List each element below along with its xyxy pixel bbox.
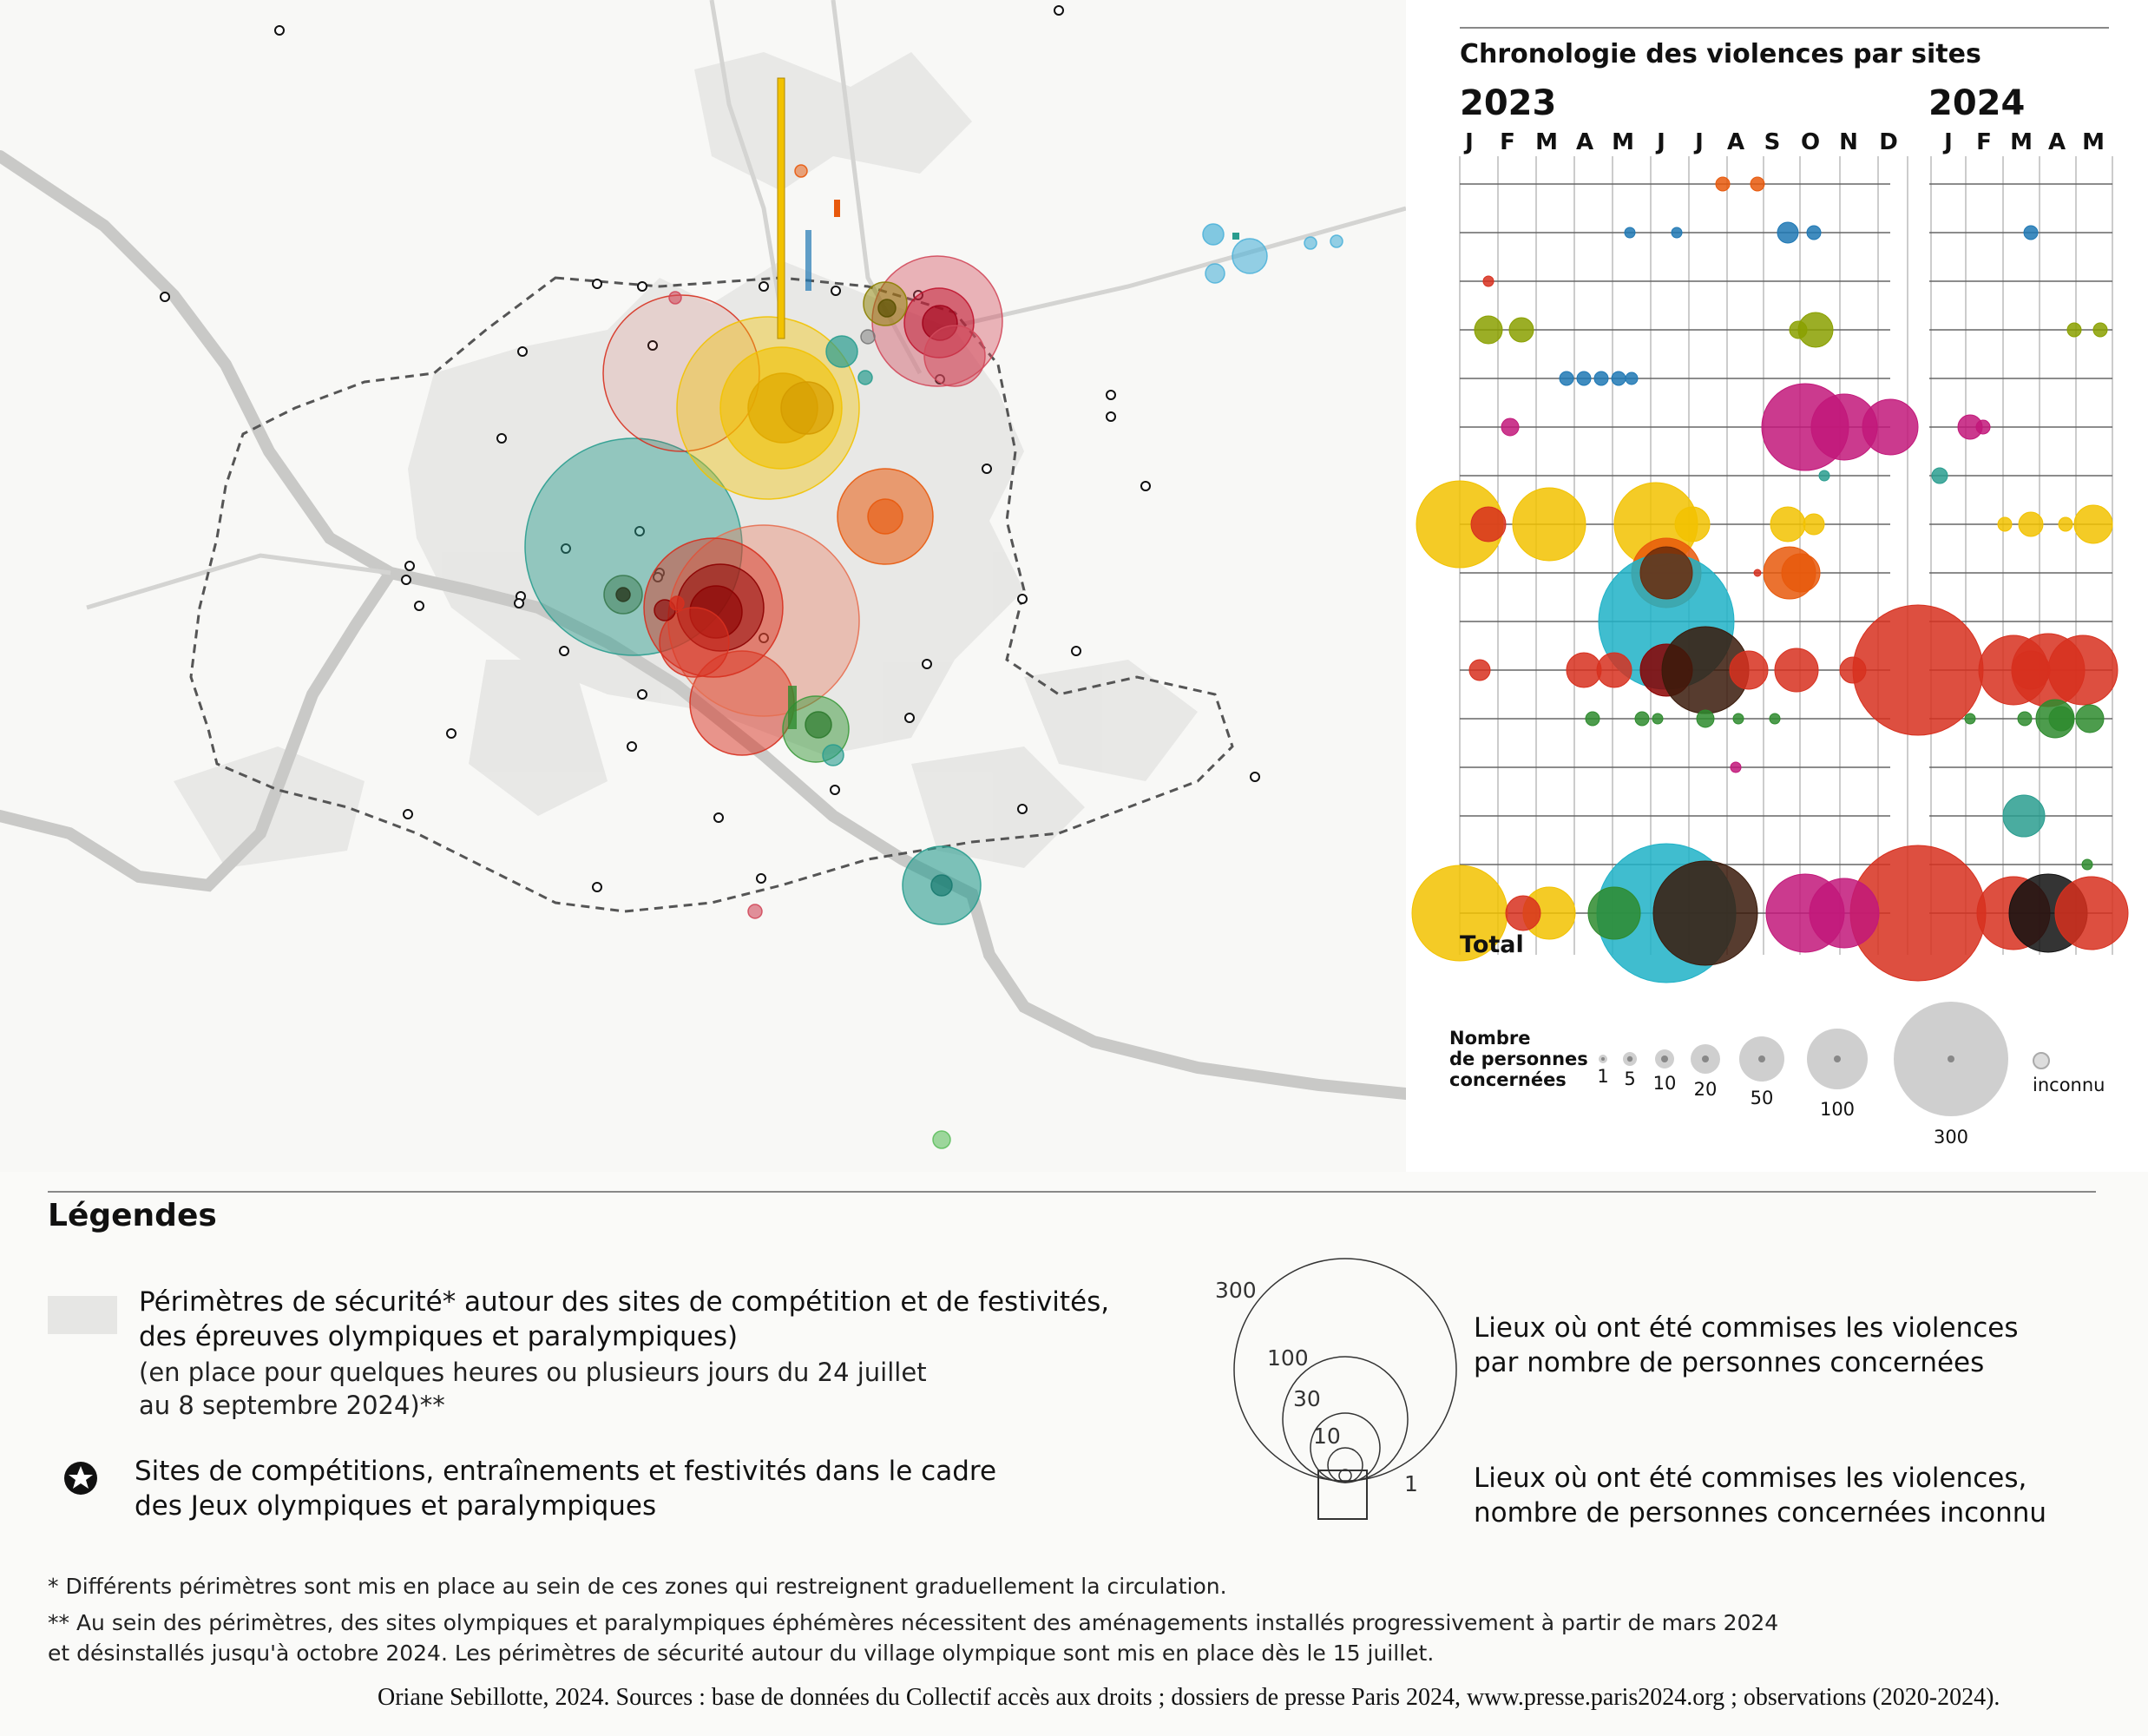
month-2023-2: M bbox=[1535, 129, 1558, 155]
timeline-bubble-47 bbox=[1730, 651, 1768, 689]
timeline-bubble-64 bbox=[2018, 712, 2032, 726]
event-circle-33 bbox=[1304, 237, 1317, 249]
timeline-bubble-29 bbox=[1471, 507, 1506, 542]
month-2024-3: A bbox=[2047, 129, 2066, 155]
site-marker-4 bbox=[638, 282, 647, 291]
footnote-2-line1: ** Au sein des périmètres, des sites olympiques et paralympiques éphémères nécessitent des aménagements installés progressivement à partir de mars 2024 bbox=[48, 1610, 1779, 1635]
site-marker-40 bbox=[560, 647, 568, 655]
site-marker-8 bbox=[518, 347, 527, 356]
size-legend-title-3: concernées bbox=[1449, 1069, 1567, 1090]
places-count-label-1: Lieux où ont été commises les violences bbox=[1474, 1312, 2019, 1344]
size-circle-dot-5 bbox=[1834, 1055, 1841, 1062]
event-circle-39 bbox=[795, 165, 807, 177]
event-circle-34 bbox=[1330, 235, 1343, 247]
site-marker-33 bbox=[593, 883, 601, 891]
timeline-bubble-50 bbox=[1840, 657, 1866, 683]
timeline-bubble-60 bbox=[1652, 713, 1663, 724]
site-marker-17 bbox=[415, 602, 424, 610]
timeline-bubble-59 bbox=[1635, 712, 1649, 726]
size-circle-dot-4 bbox=[1758, 1055, 1765, 1062]
timeline-bubble-15 bbox=[1560, 372, 1573, 385]
perimeter-swatch bbox=[48, 1296, 117, 1334]
timeline-bubble-83 bbox=[1506, 896, 1540, 930]
timeline-bubble-14 bbox=[2093, 323, 2107, 337]
perimeter-label-1: Périmètres de sécurité* autour des sites de compétition et de festivités, bbox=[139, 1286, 1110, 1318]
month-2023-5: J bbox=[1657, 129, 1665, 155]
month-2023-7: A bbox=[1726, 129, 1745, 155]
timeline-title: Chronologie des violences par sites bbox=[1460, 39, 1981, 69]
timeline-bubble-56 bbox=[1567, 653, 1601, 687]
timeline-bubble-57 bbox=[1597, 653, 1632, 687]
timeline-bubble-25 bbox=[1976, 420, 1990, 434]
size-circle-dot-2 bbox=[1661, 1055, 1668, 1062]
credit-line: Oriane Sebillotte, 2024. Sources : base de données du Collectif accès aux droits ; dossiers de presse Paris 2024, www.presse.paris2024.org ; observations (2020-2024). bbox=[378, 1684, 2000, 1711]
size-label-0: 1 bbox=[1597, 1066, 1609, 1087]
timeline-bubble-6 bbox=[1807, 226, 1821, 240]
event-circle-11 bbox=[781, 382, 833, 434]
star-site-icon bbox=[62, 1460, 99, 1496]
footnote-1: * Différents périmètres sont mis en place au sein de ces zones qui restreignent graduellement la circulation. bbox=[48, 1574, 1227, 1599]
total-label: Total bbox=[1460, 931, 1524, 958]
sites-label-1: Sites de compétitions, entraînements et festivités dans le cadre bbox=[135, 1456, 997, 1487]
timeline-bubble-16 bbox=[1577, 372, 1591, 385]
timeline-bubble-49 bbox=[1853, 605, 1983, 735]
timeline-bubble-54 bbox=[2012, 651, 2050, 689]
event-circle-29 bbox=[826, 336, 857, 367]
site-marker-32 bbox=[404, 810, 412, 819]
site-marker-39 bbox=[638, 690, 647, 699]
timeline-bubble-35 bbox=[1998, 517, 2012, 531]
site-marker-31 bbox=[831, 786, 839, 794]
timeline-bubble-66 bbox=[2049, 707, 2073, 731]
site-marker-38 bbox=[1141, 482, 1150, 490]
timeline-bubble-12 bbox=[1790, 321, 1807, 339]
event-circle-25 bbox=[805, 712, 831, 738]
timeline-bubble-36 bbox=[2019, 512, 2043, 536]
timeline-bubble-71 bbox=[2082, 859, 2092, 870]
timeline-bubble-42 bbox=[1754, 569, 1761, 576]
places-count-label-2: par nombre de personnes concernées bbox=[1474, 1347, 1985, 1378]
month-2024-0: J bbox=[1944, 129, 1953, 155]
site-marker-37 bbox=[1107, 412, 1115, 421]
site-marker-6 bbox=[831, 286, 840, 295]
month-2023-9: O bbox=[1800, 129, 1821, 155]
site-marker-13 bbox=[982, 464, 991, 473]
site-marker-0 bbox=[275, 26, 284, 35]
timeline-bubble-63 bbox=[1770, 713, 1780, 724]
event-circle-40 bbox=[861, 330, 875, 344]
year-2024-label: 2024 bbox=[1928, 83, 2026, 123]
site-marker-15 bbox=[405, 562, 414, 570]
timeline-bubble-5 bbox=[1777, 222, 1798, 243]
timeline-bubble-13 bbox=[2067, 323, 2081, 337]
circle-1-label: 1 bbox=[1404, 1471, 1418, 1496]
timeline-bubble-33 bbox=[1770, 507, 1805, 542]
timeline-bubble-10 bbox=[1509, 318, 1534, 342]
year-2023-label: 2023 bbox=[1460, 83, 1557, 123]
month-2024-1: F bbox=[1976, 129, 1992, 155]
event-circle-15 bbox=[924, 326, 985, 386]
timeline-bubble-53 bbox=[2048, 635, 2118, 705]
timeline-bubble-4 bbox=[1672, 227, 1682, 238]
places-unknown-label-1: Lieux où ont été commises les violences, bbox=[1474, 1463, 2027, 1494]
timeline-bubble-17 bbox=[1594, 372, 1608, 385]
event-circle-32 bbox=[1205, 264, 1225, 283]
site-marker-29 bbox=[627, 742, 636, 751]
site-marker-34 bbox=[714, 813, 723, 822]
timeline-bubble-19 bbox=[1626, 372, 1638, 385]
event-circle-28 bbox=[931, 875, 952, 896]
site-marker-14 bbox=[1018, 595, 1027, 603]
size-circle-dot-6 bbox=[1948, 1055, 1954, 1062]
event-circle-37 bbox=[748, 904, 762, 918]
legend-heading: Légendes bbox=[48, 1198, 217, 1233]
event-circle-35 bbox=[858, 371, 872, 385]
size-label-3: 20 bbox=[1693, 1079, 1718, 1100]
size-label-1: 5 bbox=[1624, 1069, 1636, 1089]
timeline-bubble-9 bbox=[1475, 316, 1502, 344]
paris-map bbox=[0, 0, 1406, 1172]
site-marker-12 bbox=[497, 434, 506, 443]
unknown-square-icon bbox=[1317, 1470, 1368, 1520]
timeline-bubble-34 bbox=[1803, 514, 1824, 535]
timeline-bubble-62 bbox=[1733, 713, 1744, 724]
month-2024-4: M bbox=[2082, 129, 2105, 155]
timeline-bubble-20 bbox=[1501, 418, 1519, 436]
timeline-bubble-61 bbox=[1697, 710, 1714, 727]
site-marker-1 bbox=[1054, 6, 1063, 15]
legend-divider bbox=[48, 1191, 2096, 1193]
event-circle-21 bbox=[616, 588, 630, 602]
places-unknown-label-2: nombre de personnes concernées inconnu bbox=[1474, 1497, 2047, 1529]
site-marker-2 bbox=[161, 293, 169, 301]
event-circle-31 bbox=[1203, 224, 1224, 245]
event-circle-36 bbox=[669, 292, 681, 304]
month-2023-10: N bbox=[1839, 129, 1858, 155]
site-marker-3 bbox=[593, 279, 601, 288]
timeline-bubble-0 bbox=[1716, 177, 1730, 191]
size-label-5: 100 bbox=[1819, 1099, 1856, 1120]
legend-section bbox=[0, 1172, 2148, 1736]
circle-300-label: 300 bbox=[1215, 1278, 1257, 1303]
perimeter-label-3: (en place pour quelques heures ou plusieurs jours du 24 juillet bbox=[139, 1358, 927, 1387]
event-circle-38 bbox=[933, 1131, 950, 1148]
timeline-bubble-7 bbox=[2024, 226, 2038, 240]
timeline-bubble-82 bbox=[2055, 877, 2128, 950]
perimeter-label-2: des épreuves olympiques et paralympiques) bbox=[139, 1321, 739, 1352]
circle-10-label: 10 bbox=[1313, 1424, 1341, 1449]
timeline-chart bbox=[1406, 0, 2148, 1172]
size-circle-dot-1 bbox=[1627, 1056, 1632, 1062]
timeline-bubble-67 bbox=[2076, 705, 2104, 733]
site-marker-5 bbox=[759, 282, 768, 291]
timeline-bubble-8 bbox=[1483, 276, 1494, 286]
timeline-bubble-41 bbox=[1764, 547, 1816, 599]
timeline-bubble-32 bbox=[1675, 507, 1710, 542]
timeline-bubble-70 bbox=[2003, 795, 2045, 837]
event-circle-23 bbox=[670, 596, 684, 610]
site-marker-35 bbox=[1018, 805, 1027, 813]
timeline-bubble-68 bbox=[1965, 713, 1975, 724]
sites-label-2: des Jeux olympiques et paralympiques bbox=[135, 1490, 657, 1522]
event-circle-26 bbox=[823, 745, 844, 766]
timeline-bubble-79 bbox=[1810, 878, 1879, 948]
timeline-bubble-1 bbox=[1751, 177, 1764, 191]
timeline-bubble-23 bbox=[1862, 399, 1918, 455]
month-2023-1: F bbox=[1500, 129, 1515, 155]
month-2023-11: D bbox=[1879, 129, 1898, 155]
size-legend-title-2: de personnes bbox=[1449, 1049, 1588, 1069]
month-2023-0: J bbox=[1465, 129, 1474, 155]
timeline-bubble-69 bbox=[1731, 762, 1741, 773]
timeline-bubble-55 bbox=[1469, 660, 1490, 681]
unknown-size-label: inconnu bbox=[2033, 1075, 2105, 1095]
circle-100-label: 100 bbox=[1267, 1345, 1309, 1371]
timeline-bubble-75 bbox=[1588, 887, 1640, 939]
site-marker-36 bbox=[757, 874, 765, 883]
timeline-bubble-48 bbox=[1775, 648, 1818, 692]
month-2023-4: M bbox=[1612, 129, 1634, 155]
timeline-bubble-27 bbox=[1932, 468, 1948, 483]
timeline-bubble-18 bbox=[1612, 372, 1626, 385]
timeline-bubble-26 bbox=[1819, 470, 1829, 481]
month-2023-8: S bbox=[1764, 129, 1781, 155]
site-marker-30 bbox=[1251, 773, 1259, 781]
event-circle-30 bbox=[1232, 239, 1267, 273]
timeline-bubble-30 bbox=[1513, 488, 1586, 561]
month-2024-2: M bbox=[2010, 129, 2033, 155]
site-marker-24 bbox=[1072, 647, 1081, 655]
month-2023-3: A bbox=[1575, 129, 1594, 155]
timeline-bubble-37 bbox=[2074, 505, 2112, 543]
timeline-bubble-74 bbox=[1653, 861, 1757, 965]
timeline-bubble-3 bbox=[1625, 227, 1635, 238]
event-circle-17 bbox=[878, 299, 896, 317]
size-circle-dot-3 bbox=[1702, 1055, 1709, 1062]
perimeter-label-4: au 8 septembre 2024)** bbox=[139, 1391, 445, 1420]
site-marker-28 bbox=[447, 729, 456, 738]
site-marker-27 bbox=[905, 713, 914, 722]
size-label-4: 50 bbox=[1750, 1088, 1774, 1108]
site-marker-16 bbox=[402, 575, 411, 584]
site-marker-25 bbox=[923, 660, 931, 668]
event-circle-19 bbox=[868, 499, 903, 534]
timeline-bubble-38 bbox=[2059, 517, 2072, 531]
size-circle-dot-0 bbox=[1601, 1057, 1605, 1061]
circle-30-label: 30 bbox=[1293, 1386, 1321, 1411]
timeline-bubble-44 bbox=[1640, 547, 1692, 599]
timeline-bubble-58 bbox=[1586, 712, 1600, 726]
size-label-6: 300 bbox=[1933, 1127, 1969, 1147]
unknown-size-circle bbox=[2033, 1053, 2049, 1069]
site-marker-11 bbox=[1107, 391, 1115, 399]
size-label-2: 10 bbox=[1652, 1073, 1677, 1094]
month-2023-6: J bbox=[1695, 129, 1704, 155]
footnote-2-line2: et désinstallés jusqu'à octobre 2024. Les périmètres de sécurité autour du village olympique sont mis en place dès le 15 juillet. bbox=[48, 1641, 1435, 1666]
site-marker-23 bbox=[515, 599, 523, 608]
size-legend-title-1: Nombre bbox=[1449, 1028, 1531, 1049]
